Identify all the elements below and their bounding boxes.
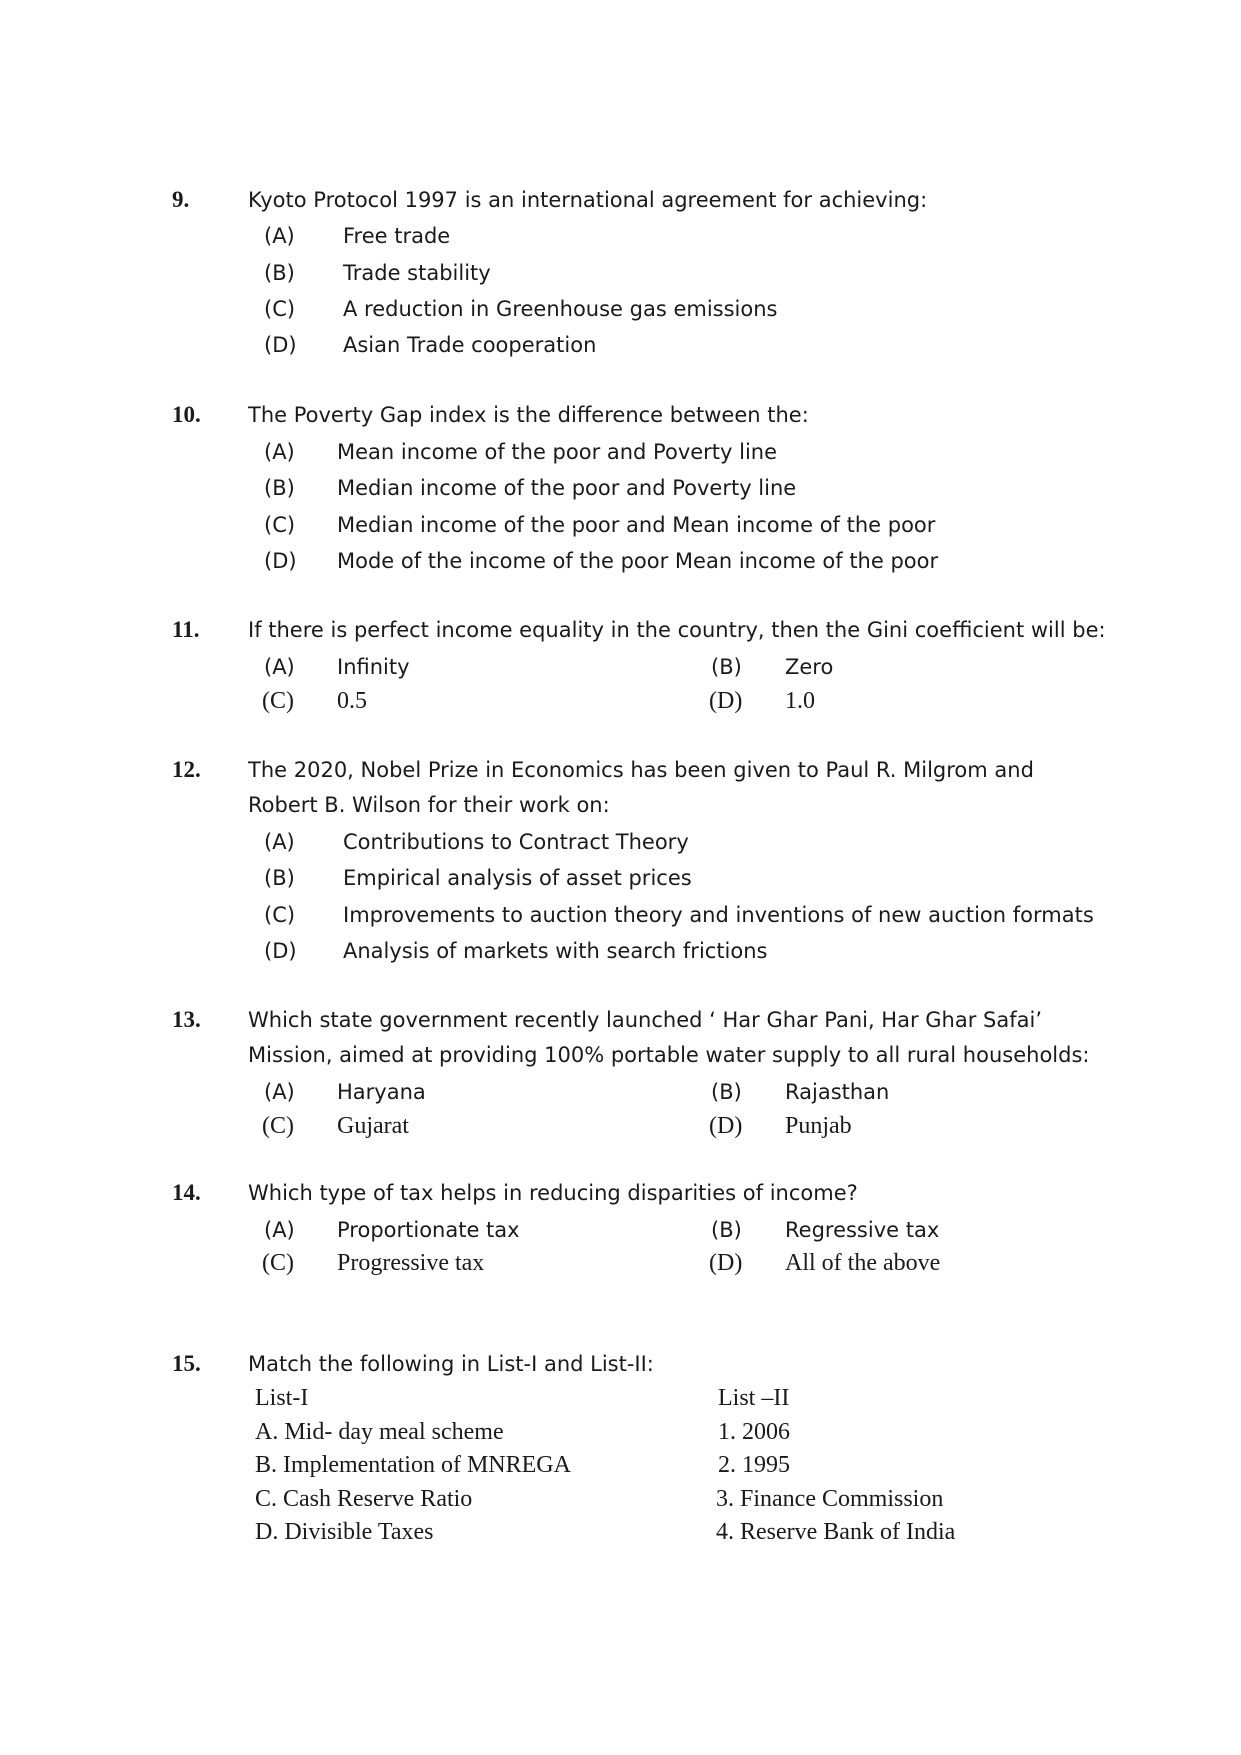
option-row-ab [0,650,1241,684]
option-label: (C) [264,903,296,927]
list-1-item: B. Implementation of MNREGA [255,1452,571,1478]
option-a [0,435,1241,469]
option-text: Free trade [343,224,451,248]
question-number: 10. [172,402,201,427]
option-d [0,934,1241,968]
option-label: (A) [264,655,295,679]
option-text: Median income of the poor and Poverty line [337,476,797,500]
option-row-ab [0,1075,1241,1109]
question-number: 11. [172,617,200,642]
option-text: Trade stability [343,261,491,285]
option-label: (D) [264,333,297,357]
question-text: Which state government recently launched ‘ Har Ghar Pani, Har Ghar Safai’ Mission, aimed at providing 100% portable water supply to all rural households: [248,1008,1090,1067]
question-text: The 2020, Nobel Prize in Economics has been given to Paul R. Milgrom and Robert B. Wilson for their work on: [248,758,1034,817]
option-label: (C) [262,688,294,714]
list-2-item: 1. 2006 [718,1419,790,1445]
question-number: 12. [172,757,201,782]
question-number: 9. [172,187,190,212]
option-c [0,292,1241,326]
option-a [0,825,1241,859]
option-text: Asian Trade cooperation [343,333,597,357]
option-text: Median income of the poor and Mean income of the poor [337,513,936,537]
option-row-cd [0,684,1241,718]
option-c [0,898,1241,932]
option-label: (D) [709,1113,743,1139]
option-text: Rajasthan [785,1080,890,1104]
option-b [0,256,1241,290]
list-2-item: 2. 1995 [718,1452,790,1478]
option-text: Haryana [337,1080,426,1104]
option-text: Gujarat [337,1113,409,1139]
option-label: (A) [264,830,295,854]
option-text: Progressive tax [337,1250,485,1276]
list-2-header: List –II [718,1385,790,1411]
option-b [0,861,1241,895]
option-text: Punjab [785,1113,852,1139]
list-1-item: C. Cash Reserve Ratio [255,1486,473,1512]
option-label: (A) [264,224,295,248]
option-text: Contributions to Contract Theory [343,830,689,854]
option-text: Analysis of markets with search frictions [343,939,768,963]
option-label: (B) [711,1080,742,1104]
question-text: If there is perfect income equality in the country, then the Gini coefficient will be: [248,618,1106,642]
option-d [0,328,1241,362]
list-1-item: A. Mid- day meal scheme [255,1419,504,1445]
option-label: (C) [264,513,296,537]
option-label: (A) [264,1218,295,1242]
option-text: Infinity [337,655,410,679]
option-label: (D) [709,688,743,714]
option-label: (C) [262,1250,294,1276]
option-label: (B) [264,866,295,890]
option-row-cd [0,1109,1241,1143]
option-text: A reduction in Greenhouse gas emissions [343,297,778,321]
list-1-item: D. Divisible Taxes [255,1519,434,1545]
question-text: Which type of tax helps in reducing disparities of income? [248,1181,858,1205]
question-number: 14. [172,1180,201,1205]
option-text: 1.0 [785,688,815,714]
option-text: 0.5 [337,688,367,714]
option-text: Zero [785,655,834,679]
option-label: (C) [262,1113,294,1139]
option-label: (B) [711,1218,742,1242]
option-label: (D) [264,549,297,573]
question-text: Kyoto Protocol 1997 is an international agreement for achieving: [248,188,928,212]
option-d [0,544,1241,578]
option-label: (B) [711,655,742,679]
question-number: 13. [172,1007,201,1032]
option-label: (B) [264,476,295,500]
option-text: Improvements to auction theory and inventions of new auction formats [343,903,1094,927]
option-text: Mode of the income of the poor Mean income of the poor [337,549,939,573]
option-label: (A) [264,1080,295,1104]
option-label: (D) [264,939,297,963]
option-text: All of the above [785,1250,941,1276]
question-text: The Poverty Gap index is the difference between the: [248,403,809,427]
option-text: Regressive tax [785,1218,940,1242]
option-label: (D) [709,1250,743,1276]
list-2-item: 3. Finance Commission [716,1486,944,1512]
option-b [0,471,1241,505]
option-label: (C) [264,297,296,321]
option-text: Proportionate tax [337,1218,520,1242]
list-2-item: 4. Reserve Bank of India [716,1519,956,1545]
option-a [0,219,1241,253]
list-1-header: List-I [255,1385,309,1411]
option-text: Mean income of the poor and Poverty line [337,440,778,464]
option-row-ab [0,1213,1241,1247]
option-row-cd [0,1246,1241,1280]
option-label: (B) [264,261,295,285]
option-text: Empirical analysis of asset prices [343,866,692,890]
option-c [0,508,1241,542]
question-text: Match the following in List-I and List-II: [248,1352,654,1376]
question-number: 15. [172,1351,201,1376]
option-label: (A) [264,440,295,464]
